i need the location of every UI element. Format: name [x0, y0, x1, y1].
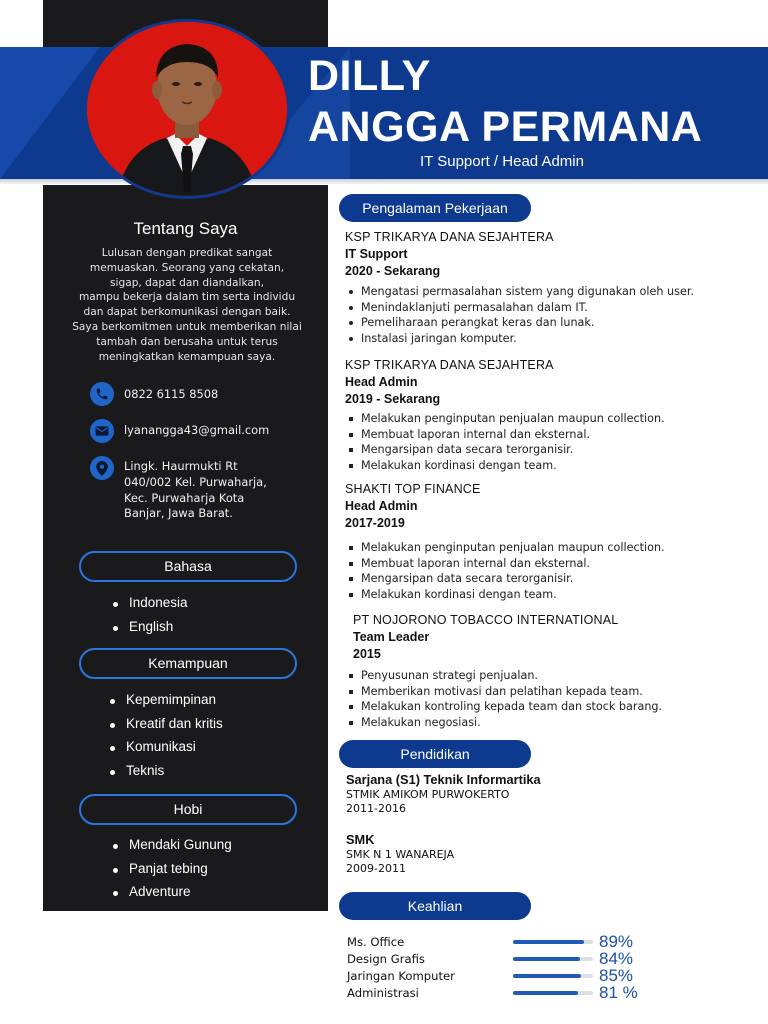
languages-heading: Bahasa [79, 551, 297, 582]
skill-percent: 85% [599, 966, 634, 985]
list-item: Mendaki Gunung [113, 837, 232, 861]
job-role: Head Admin [345, 499, 418, 513]
education-degree: Sarjana (S1) Teknik Informartika [346, 772, 541, 787]
job-entry [345, 230, 554, 281]
skill-percent: 89% [599, 932, 634, 951]
job-entry [345, 482, 481, 533]
job-company: PT NOJORONO TOBACCO INTERNATIONAL [353, 613, 619, 627]
job-tasks [348, 669, 662, 731]
list-item: Melakukan kontroling kepada team dan stock barang. [348, 700, 662, 716]
hobbies-list [113, 837, 232, 908]
education-years: 2011-2016 [346, 802, 406, 815]
education-school: SMK N 1 WANAREJA [346, 848, 455, 861]
list-item: English [113, 619, 188, 643]
experience-heading: Pengalaman Pekerjaan [339, 194, 531, 222]
job-tasks [348, 285, 694, 347]
list-item: Memberikan motivasi dan pelatihan kepada team. [348, 685, 662, 701]
list-item: Melakukan kordinasi dengan team. [348, 459, 665, 475]
skill-name: Administrasi [347, 986, 419, 1000]
about-heading: Tentang Saya [133, 219, 238, 238]
name-last: ANGGA PERMANA [308, 103, 703, 151]
contact-address: Lingk. Haurmukti Rt 040/002 Kel. Purwaharja, Kec. Purwaharja Kota Banjar, Jawa Barat. [90, 456, 267, 522]
profile-photo [84, 19, 290, 199]
list-item: Mengarsipan data secara terorganisir. [348, 572, 665, 588]
job-years: 2019 - Sekarang [345, 392, 441, 406]
job-company: KSP TRIKARYA DANA SEJAHTERA [345, 230, 554, 244]
phone-icon [90, 382, 114, 406]
list-item: Indonesia [113, 595, 188, 619]
list-item: Menindaklanjuti permasalahan dalam IT. [348, 301, 694, 317]
list-item: Pemeliharaan perangkat keras dan lunak. [348, 316, 694, 332]
mail-icon [90, 419, 114, 443]
list-item: Teknis [110, 763, 223, 787]
job-entry [353, 613, 618, 664]
list-item: Kreatif dan kritis [110, 716, 223, 740]
skill-name: Ms. Office [347, 935, 405, 949]
email-address: lyanangga43@gmail.com [124, 423, 270, 437]
education-degree: SMK [346, 832, 375, 847]
about-text: Lulusan dengan predikat sangat memuaskan. Seorang yang cekatan, sigap, dapat dan diandalkan, mampu bekerja dalam tim serta individu dan dapat berkomunikasi dengan baik. Saya berkomitmen untuk memberikan nilai tambah dan berusaha untuk terus meningkatkan kemampuan saya. [72, 247, 302, 363]
list-item: Panjat tebing [113, 861, 232, 885]
education-heading: Pendidikan [339, 740, 531, 768]
job-role: IT Support [345, 247, 408, 261]
list-item: Melakukan penginputan penjualan maupun collection. [348, 412, 665, 428]
skills-heading: Keahlian [339, 892, 531, 920]
contact-phone [90, 382, 218, 406]
job-role: Head Admin [345, 375, 418, 389]
job-company: KSP TRIKARYA DANA SEJAHTERA [345, 358, 554, 372]
list-item: Melakukan penginputan penjualan maupun collection. [348, 541, 665, 557]
job-tasks [348, 541, 665, 603]
education-school: STMIK AMIKOM PURWOKERTO [346, 788, 510, 801]
languages-list [113, 595, 188, 642]
list-item: Penyusunan strategi penjualan. [348, 669, 662, 685]
education-entry [346, 772, 541, 816]
phone-number: 0822 6115 8508 [124, 387, 219, 401]
contact-email [90, 419, 269, 443]
job-role: Team Leader [353, 630, 430, 644]
skill-name: Jaringan Komputer [347, 969, 455, 983]
job-company: SHAKTI TOP FINANCE [345, 482, 481, 496]
hobbies-heading: Hobi [79, 794, 297, 825]
list-item: Mengarsipan data secara terorganisir. [348, 443, 665, 459]
job-entry [345, 358, 554, 409]
job-tasks [348, 412, 665, 474]
education-entry [346, 832, 454, 876]
list-item: Melakukan negosiasi. [348, 716, 662, 732]
list-item: Membuat laporan internal dan eksternal. [348, 557, 665, 573]
skill-bar [513, 974, 593, 978]
list-item: Melakukan kordinasi dengan team. [348, 588, 665, 604]
location-pin-icon [90, 456, 114, 480]
abilities-heading: Kemampuan [79, 648, 297, 679]
job-years: 2020 - Sekarang [345, 264, 441, 278]
education-years: 2009-2011 [346, 862, 406, 875]
list-item: Komunikasi [110, 739, 223, 763]
list-item: Instalasi jaringan komputer. [348, 332, 694, 348]
list-item: Adventure [113, 884, 232, 908]
skill-bar [513, 957, 593, 961]
skill-name: Design Grafis [347, 952, 425, 966]
list-item: Membuat laporan internal dan eksternal. [348, 428, 665, 444]
list-item: Mengatasi permasalahan sistem yang digunakan oleh user. [348, 285, 694, 301]
job-title: IT Support / Head Admin [420, 153, 584, 170]
list-item: Kepemimpinan [110, 692, 223, 716]
name-first: DILLY [308, 52, 431, 100]
skill-percent: 84% [599, 949, 634, 968]
skill-bar [513, 940, 593, 944]
skill-bar [513, 991, 593, 995]
abilities-list [110, 692, 223, 786]
job-years: 2017-2019 [345, 516, 405, 530]
job-years: 2015 [353, 647, 381, 661]
skill-percent: 81 % [599, 983, 638, 1002]
